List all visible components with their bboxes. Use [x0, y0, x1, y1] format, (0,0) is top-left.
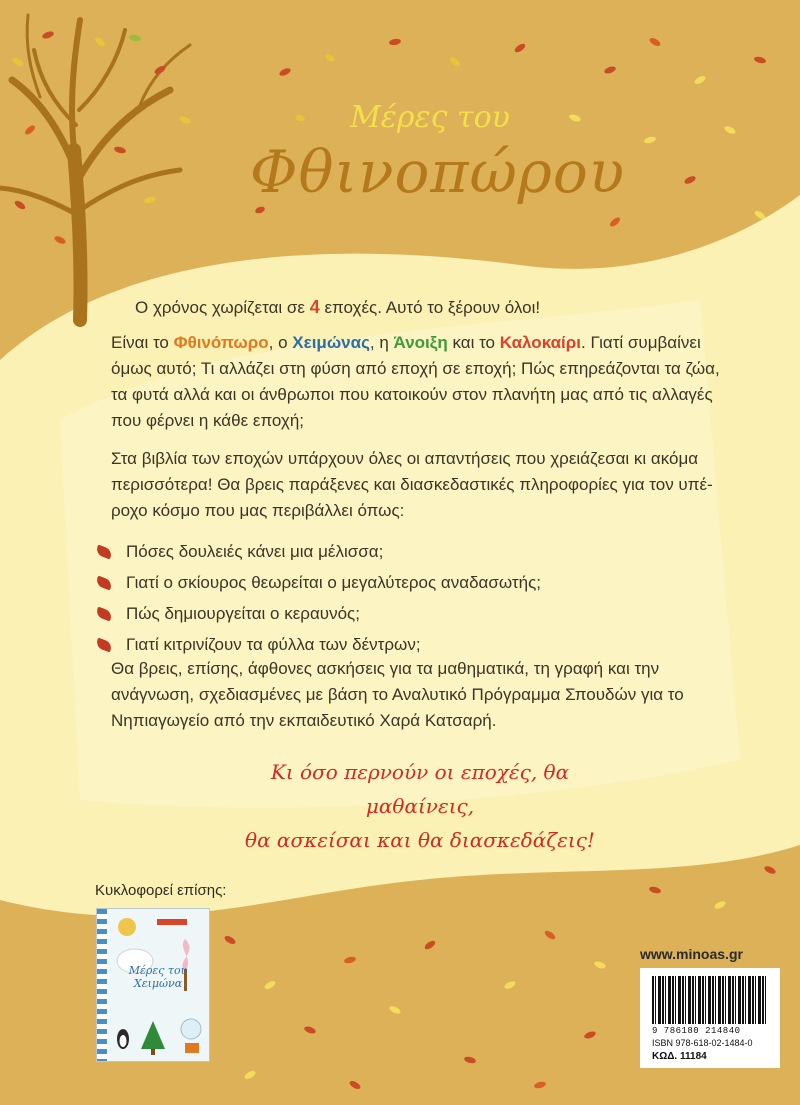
books-line3: ροχο κόσμο που μας περιβάλλει όπως: [111, 501, 405, 520]
exercises-line1: Θα βρεις, επίσης, άφθονες ασκήσεις για τα μαθηματικά, τη γραφή και την [111, 659, 660, 678]
intro-paragraph [135, 294, 540, 321]
season-winter: Χειμώνας [292, 333, 370, 352]
seasons-line4: που φέρνει η κάθε εποχή; [111, 411, 305, 430]
publisher-website: www.minoas.gr [640, 946, 743, 962]
slogan-line1: Κι όσο περνούν οι εποχές, θα μαθαίνεις, [270, 760, 570, 818]
intro-text-end: εποχές. Αυτό το ξέρουν όλοι! [319, 298, 541, 317]
books-paragraph [111, 446, 713, 524]
seasons-lead: Είναι το [111, 333, 174, 352]
product-code: ΚΩΔ. 11184 [652, 1051, 707, 1062]
book-title: Μέρες του Χειμώνα [128, 964, 188, 990]
exercises-line3: Νηπιαγωγείο από την εκπαιδευτικό Χαρά Κατσαρή. [111, 711, 497, 730]
season-spring: Άνοιξη [393, 333, 448, 352]
slogan-line2: θα ασκείσαι και θα διασκεδάζεις! [245, 828, 595, 852]
leaf-bullet-icon [95, 606, 113, 621]
book-spine-stripe [97, 909, 107, 1061]
leaf-bullet-icon [95, 637, 113, 652]
exercises-paragraph [111, 656, 684, 734]
leaf-bullet-icon [95, 575, 113, 590]
intro-number: 4 [309, 297, 320, 317]
books-line2: περισσότερα! Θα βρεις παράξενες και διασκεδαστικές πληροφορίες για τον υπέ- [111, 475, 713, 494]
bullet-text: Γιατί κιτρινίζουν τα φύλλα των δέντρων; [126, 634, 421, 654]
list-item [96, 567, 656, 598]
bullet-text: Πόσες δουλειές κάνει μια μέλισσα; [126, 541, 384, 561]
bullet-text: Πώς δημιουργείται ο κεραυνός; [126, 603, 360, 623]
list-item [96, 598, 656, 629]
also-available-label: Κυκλοφορεί επίσης: [95, 882, 227, 899]
cover-title-line2: Φθινοπώρου [250, 138, 626, 206]
intro-text-start: Ο χρόνος χωρίζεται σε [135, 298, 310, 317]
season-summer: Καλοκαίρι [499, 333, 582, 352]
exercises-line2: ανάγνωση, σχεδιασμένες με βάση το Αναλυτικό Πρόγραμμα Σπουδών για το [111, 685, 684, 704]
barcode-number: 9 786180 214840 [652, 1026, 741, 1036]
seasons-line3: τα φυτά αλλά και οι άνθρωποι που κατοικούν στον πλανήτη μας από τις αλλαγές [111, 385, 713, 404]
season-autumn: Φθινόπωρο [173, 333, 269, 352]
question-list [96, 536, 656, 660]
barcode-panel [640, 968, 780, 1068]
seasons-sep1: , ο [268, 333, 293, 352]
seasons-paragraph [111, 330, 720, 434]
slogan [230, 755, 610, 857]
books-line1: Στα βιβλία των εποχών υπάρχουν όλες οι απαντήσεις που χρειάζεσαι κι ακόμα [111, 449, 699, 468]
bullet-text: Γιατί ο σκίουρος θεωρείται ο μεγαλύτερος αναδασωτής; [126, 572, 541, 592]
barcode-icon [652, 976, 768, 1024]
list-item [96, 536, 656, 567]
isbn: ISBN 978-618-02-1484-0 [652, 1038, 753, 1048]
seasons-line2: όμως αυτό; Τι αλλάζει στη φύση από εποχή σε εποχή; Πώς επηρεάζονται τα ζώα, [111, 359, 720, 378]
leaf-bullet-icon [95, 544, 113, 559]
seasons-sep3: και το [447, 333, 500, 352]
winter-book-thumbnail[interactable] [96, 908, 210, 1062]
cover-title-line1: Μέρες του [350, 100, 510, 135]
seasons-line1-end: . Γιατί συμβαίνει [581, 333, 701, 352]
seasons-sep2: , η [369, 333, 394, 352]
